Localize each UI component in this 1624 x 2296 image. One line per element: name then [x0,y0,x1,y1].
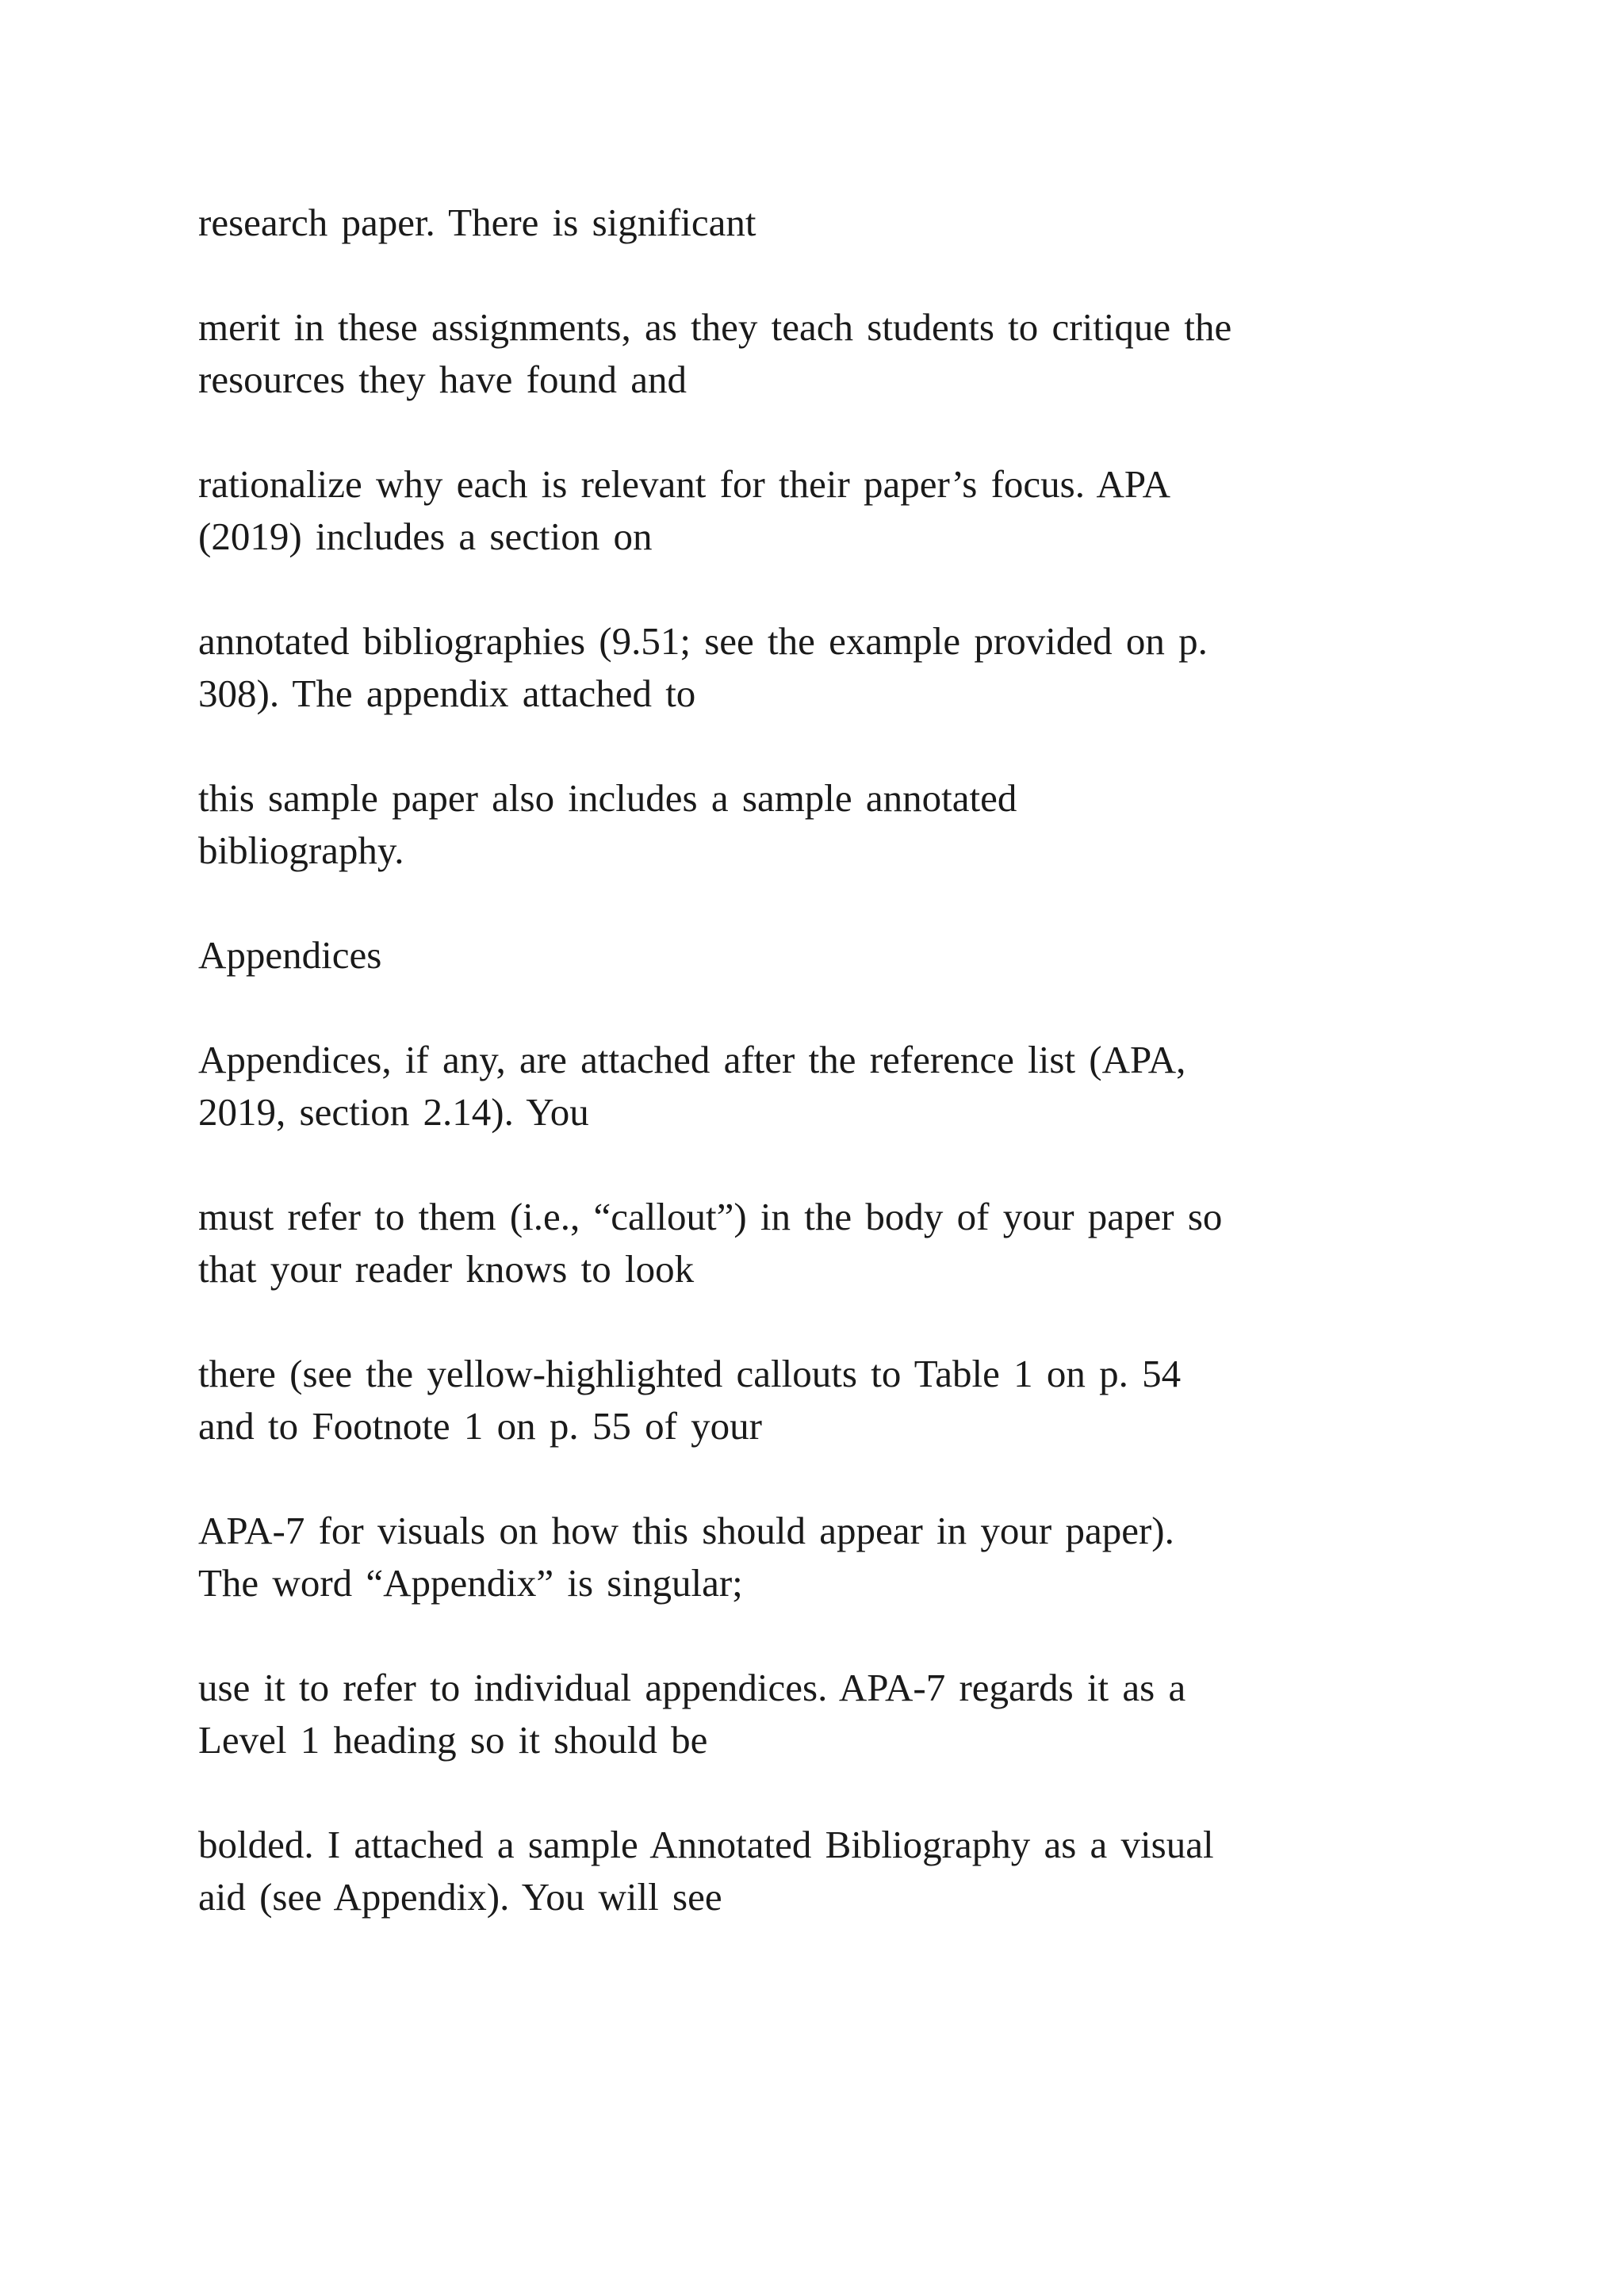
paragraph-10 [198,1505,1483,1609]
section-heading-appendices [198,929,1483,982]
paragraph-8 [198,1191,1483,1295]
paragraph-4 [198,615,1483,720]
paragraph-9 [198,1348,1483,1452]
text-line: annotated bibliographies (9.51; see the example provided on p. [198,619,1208,663]
text-line: 308). The appendix attached to [198,672,696,715]
text-line: The word “Appendix” is singular; [198,1561,743,1605]
text-line: must refer to them (i.e., “callout”) in the body of your paper so [198,1195,1223,1238]
paragraph-3 [198,458,1483,563]
document-body [198,197,1483,1976]
text-line: bibliography. [198,828,404,872]
paragraph-12 [198,1819,1483,1923]
text-line: rationalize why each is relevant for their paper’s focus. APA [198,462,1171,506]
text-line: that your reader knows to look [198,1247,695,1291]
text-line: aid (see Appendix). You will see [198,1875,722,1919]
paragraph-5 [198,772,1483,877]
paragraph-2 [198,301,1483,406]
text-line: this sample paper also includes a sample annotated [198,776,1017,820]
text-line: there (see the yellow-highlighted callouts to Table 1 on p. 54 [198,1352,1182,1395]
text-line: APA-7 for visuals on how this should appear in your paper). [198,1509,1174,1552]
text-line: Appendices, if any, are attached after the reference list (APA, [198,1038,1186,1081]
text-line: (2019) includes a section on [198,515,653,558]
text-line: merit in these assignments, as they teach students to critique the [198,305,1232,349]
paragraph-11 [198,1662,1483,1766]
text-line: Level 1 heading so it should be [198,1718,708,1762]
heading-text: Appendices [198,933,382,977]
text-line: use it to refer to individual appendices. APA-7 regards it as a [198,1666,1186,1709]
text-line: and to Footnote 1 on p. 55 of your [198,1404,762,1448]
paragraph-7 [198,1034,1483,1138]
text-line: research paper. There is significant [198,201,756,244]
paragraph-1 [198,197,1483,249]
text-line: 2019, section 2.14). You [198,1090,589,1134]
text-line: bolded. I attached a sample Annotated Bibliography as a visual [198,1823,1214,1866]
text-line: resources they have found and [198,358,687,401]
